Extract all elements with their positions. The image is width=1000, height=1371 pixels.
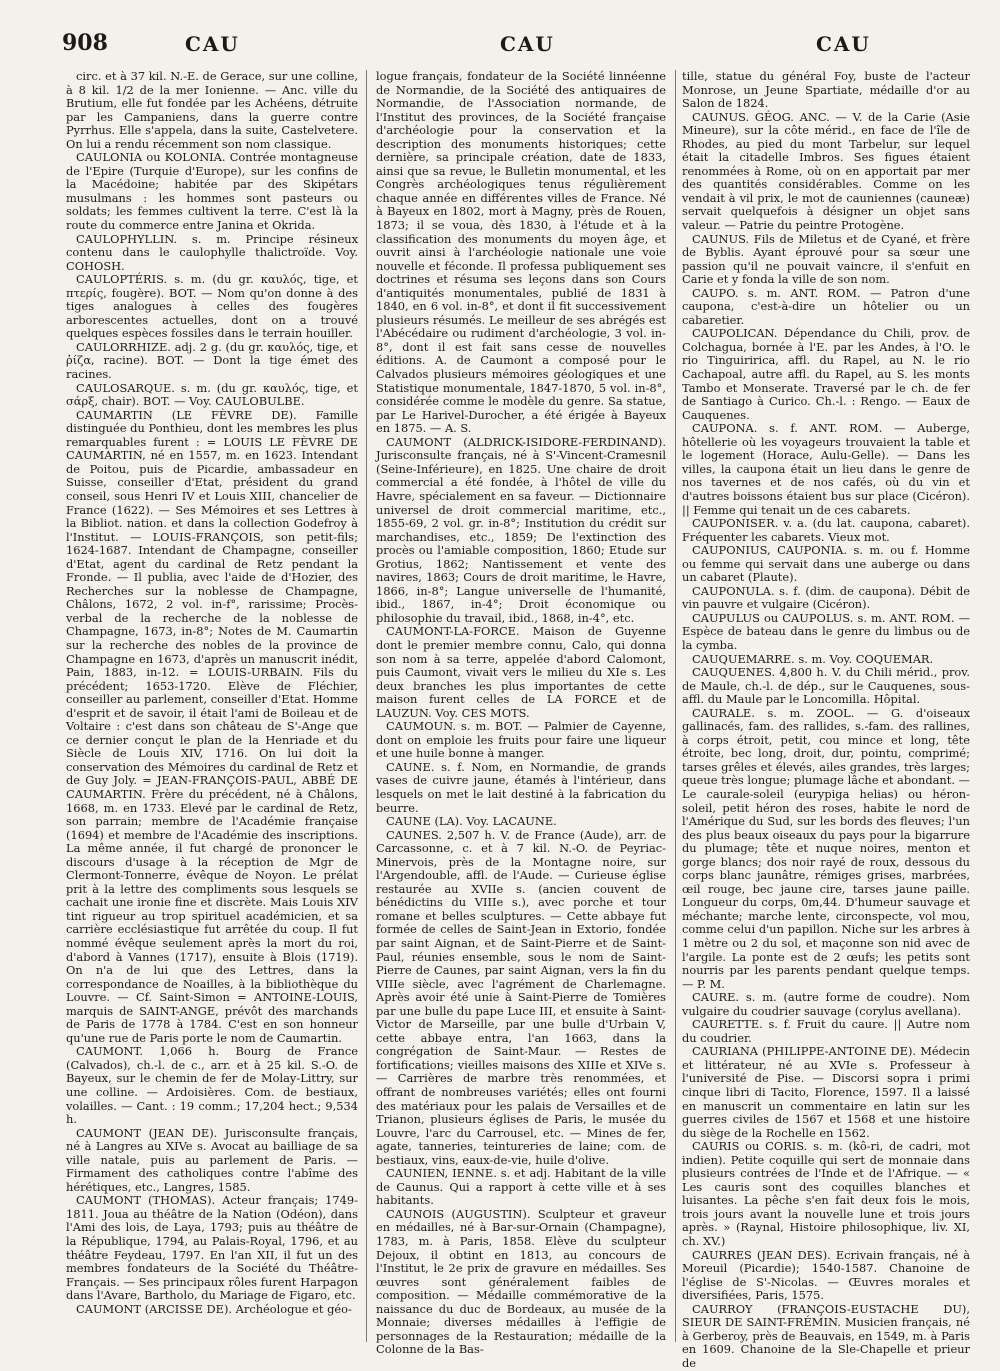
dictionary-entry: CAUNIEN, IENNE. s. et adj. Habitant de la ville de Caunus. Qui a rapport à cette ville et à ses habitants. [376,1166,666,1208]
page-header [0,30,1000,64]
dictionary-entry: CAULORRHIZE. adj. 2 g. (du gr. καυλός, tige, et ῥίζα, racine). BOT. — Dont la tige émet des racines. [66,339,358,382]
running-head-right: CAU [816,32,871,56]
dictionary-entry: CAUMONT-LA-FORCE. Maison de Guyenne dont le premier membre connu, Calo, qui donna son nom à sa terre, appelée d'abord Calomont, puis Caumont, vivait vers le milieu du XIe s. Les deux branches les plus importantes de cette maison furent celles de LA FORCE et de LAUZUN. Voy. CES MOTS. [376,624,666,720]
dictionary-entry: CAUNE (LA). Voy. LACAUNE. [386,814,557,829]
dictionary-entry: CAUQUEMARRE. s. m. Voy. COQUEMAR. [692,651,934,666]
dictionary-entry: CAUPULUS ou CAUPOLUS. s. m. ANT. ROM. — Espèce de bateau dans le genre du limbus ou de la cymba. [682,610,970,652]
running-head-center: CAU [500,32,555,56]
column-right [676,69,978,1370]
dictionary-entry: CAUPONA. s. f. ANT. ROM. — Auberge, hôtellerie où les voyageurs trouvaient la table et le logement (Horace, Aulu-Gelle). — Dans les villes, la caupona était un lieu dans le genre de nos tavernes et de nos cafés, où du vin et d'autres boissons étaient bus sur place (Cicéron). || Femme qui tenait un de ces cabarets. [682,421,970,517]
text-columns [60,69,978,1370]
dictionary-entry: CAURALE. s. m. ZOOL. — G. d'oiseaux gallinacés, fam. des rallides, s.-fam. des rallines, à corps étroit, petit, cou mince et long, tête étroite, bec long, droit, dur, pointu, comprimé; tarses grêles et élevés, ailes grandes, très larges; queue très longue; plumage lâche et abondant. — Le caurale-soleil (eurypiga helias) ou héron-soleil, petit héron des roses, habite le nord de l'Amérique du Sud, sur les bords des fleuves; l'un des plus beaux oiseaux du pays pour la bigarrure du plumage; tête et nuque noires, menton et gorge blancs; dos noir rayé de roux, dessous du corps blanc jaunâtre, rémiges grises, marbrées, œil rouge, bec jaune cire, tarses jaune paille. Longueur du corps, 0m,44. D'humeur sauvage et méchante; marche lente, circonspecte, vol mou, comme celui d'un papillon. Niche sur les arbres à 1 mètre ou 2 du sol, et maçonne son nid avec de l'argile. La ponte est de 2 œufs; les petits sont nourris par les parents pendant quelque temps. — P. M. [682,705,970,991]
dictionary-entry: CAUNES. 2,507 h. V. de France (Aude), arr. de Carcassonne, c. et à 7 kil. N.-O. de Peyriac-Minervois, près de la Montagne noire, sur l'Argendouble, affl. de l'Aude. — Curieuse église restaurée au XVIIe s. (ancien couvent de bénédictins du VIIIe s.), avec porche et tour romane et belles sculptures. — Cette abbaye fut formée de celles de Saint-Jean in Extorio, fondée par saint Aignan, et de Saint-Pierre et de Saint-Paul, réunies ensemble, sous le nom de Saint-Pierre de Caunes, par saint Aignan, vers la fin du VIIIe siècle, avec l'agrément de Charlemagne. Après avoir été unie à Saint-Pierre de Tomières par une bulle du pape Luce III, et ensuite à Saint-Victor de Marseille, par une bulle d'Urbain V, cette abbaye entra, l'an 1663, dans la congrégation de Saint-Maur. — Restes de fortifications; vieilles maisons des XIIIe et XIVe s. — Carrières de marbre très renommées, et offrant de nombreuses variétés; elles ont fourni des matériaux pour les palais de Versailles et de Trianon, plusieurs églises de Paris, le musée du Louvre, l'arc du Carrousel, etc. — Mines de fer, agate, tanneries, teintureries de laine; com. de bestiaux, vins, eaux-de-vie, huile d'olive. [376,827,666,1167]
dictionary-entry: CAURE. s. m. (autre forme de coudre). Nom vulgaire du coudrier sauvage (corylus avellana). [682,990,970,1018]
dictionary-entry: CAUPOLICAN. Dépendance du Chili, prov. de Colchagua, bornée à l'E. par les Andes, à l'O. le rio Tinguiririca, affl. du Rapel, au N. le rio Cachapoal, autre affl. du Rapel, au S. les monts Tambo et Monserate. Traversé par le ch. de fer de Santiago à Curico. Ch.-l. : Rengo. — Eaux de Cauquenes. [682,326,970,422]
dictionary-entry: CAURROY (FRANÇOIS-EUSTACHE DU), SIEUR DE SAINT-FRÉMIN. Musicien français, né à Gerberoy, près de Beauvais, en 1549, m. à Paris en 1609. Chanoine de la Sle-Chapelle et prieur de [682,1301,970,1370]
dictionary-entry: CAUMARTIN (LE FÈVRE DE). Famille distinguée du Ponthieu, dont les membres les plus remarquables furent : = LOUIS LE FÈVRE DE CAUMARTIN, né en 1557, m. en 1623. Intendant de Poitou, puis de Picardie, ambassadeur en Suisse, conseiller d'Etat, président du grand conseil, sous Henri IV et Louis XIII, chancelier de France (1622). — Ses Mémoires et ses Lettres à la Bibliot. nation. et dans la collection Godefroy à l'Institut. — LOUIS-FRANÇOIS, son petit-fils; 1624-1687. Intendant de Champagne, conseiller d'Etat, agent du cardinal de Retz pendant la Fronde. — Il publia, avec l'aide de d'Hozier, des Recherches sur la noblesse de Champagne, Châlons, 1672, 2 vol. in-f°, rarissime; Procès-verbal de la recherche de la noblesse de Champagne, 1673, in-8°; Notes de M. Caumartin sur la recherche des nobles de la province de Champagne en 1673, d'après un manuscrit inédit, Pain, 1883, in-12. = LOUIS-URBAIN. Fils du précédent; 1653-1720. Elève de Fléchier, conseiller au parlement, conseiller d'Etat. Homme d'esprit et de savoir, il était l'ami de Boileau et de Voltaire : c'est dans son château de S'-Ange que ce dernier conçut le plan de la Henriade et du Siècle de Louis XIV, 1716. On lui doit la conservation des Mémoires du cardinal de Retz et de Guy Joly. = JEAN-FRANÇOIS-PAUL, ABBÉ DE CAUMARTIN. Frère du précédent, né à Châlons, 1668, m. en 1733. Elevé par le cardinal de Retz, son parrain; membre de l'Académie française (1694) et membre de l'Académie des inscriptions. La même année, il fut chargé de prononcer le discours d'usage à la réception de Mgr de Clermont-Tonnerre, évêque de Noyon. Le prélat prit à la lettre des compliments sous lesquels se cachait une ironie fine et discrète. Mais Louis XIV tint rigueur au trop spirituel académicien, et sa carrière ecclésiastique fut arrêtée du coup. Il fut nommé évêque seulement après la mort du roi, d'abord à Vannes (1717), ensuite à Blois (1719). On n'a de lui que des Lettres, dans la correspondance de Noailles, à la bibliothèque du Louvre. — Cf. Saint-Simon = ANTOINE-LOUIS, marquis de SAINT-ANGE, prévôt des marchands de Paris de 1778 à 1784. C'est en son honneur qu'une rue de Paris porte le nom de Caumartin. [66,407,358,1045]
dictionary-entry: CAUMONT (ALDRICK-ISIDORE-FERDINAND). Jurisconsulte français, né à S'-Vincent-Cramesnil (Seine-Inférieure), en 1825. Une chaire de droit commercial a été fondée, à l'hôtel de ville du Havre, spécialement en sa faveur. — Dictionnaire universel de droit commercial maritime, etc., 1855-69, 2 vol. gr. in-8°; Institution du crédit sur marchandises, etc., 1859; De l'extinction des procès ou l'amiable composition, 1860; Etude sur Grotius, 1862; Nantissement et vente des navires, 1863; Cours de droit maritime, le Havre, 1866, in-8°; Langue universelle de l'humanité, ibid., 1867, in-4°; Droit économique ou philosophie du travail, ibid., 1868, in-4°, etc. [376,434,666,625]
dictionary-entry: CAUNOIS (AUGUSTIN). Sculpteur et graveur en médailles, né à Bar-sur-Ornain (Champagne), 1783, m. à Paris, 1858. Elève du sculpteur Dejoux, il obtint en 1813, au concours de l'Institut, le 2e prix de gravure en médailles. Ses œuvres sont généralement faibles de composition. — Médaille commémorative de la naissance du duc de Bordeaux, au musée de la Monnaie; diverses médailles à l'effigie de personnages de la Restauration; médaille de la Colonne de la Bas- [376,1206,666,1357]
running-head-left: CAU [185,32,240,56]
dictionary-entry: circ. et à 37 kil. N.-E. de Gerace, sur une colline, à 8 kil. 1/2 de la mer Ionienne. — Anc. ville du Brutium, elle fut fondée par les Achéens, détruite par les Campaniens, dans la guerre contre Pyrrhus. Elle s'appela, dans la suite, Castelvetere. On lui a rendu récemment son nom classique. [66,69,358,151]
dictionary-entry: CAURETTE. s. f. Fruit du caure. || Autre nom du coudrier. [682,1017,970,1045]
dictionary-entry: CAUMONT. 1,066 h. Bourg de France (Calvados), ch.-l. de c., arr. et à 25 kil. S.-O. de Bayeux, sur le chemin de fer de Molay-Littry, sur une colline. — Ardoisières. Com. de bestiaux, volailles. — Cant. : 19 comm.; 17,204 hect.; 9,534 h. [66,1044,358,1127]
dictionary-entry: CAUNUS. Fils de Miletus et de Cyané, et frère de Byblis. Ayant éprouvé pour sa sœur une passion qu'il ne pouvait vaincre, il s'enfuit en Carie et y fonda la ville de son nom. [682,231,970,287]
dictionary-entry: CAUMONT (THOMAS). Acteur français; 1749-1811. Joua au théâtre de la Nation (Odéon), dans l'Ami des lois, de Laya, 1793; puis au théâtre de la République, 1794, au Palais-Royal, 1796, et au théâtre Feydeau, 1797. En l'an XII, il fut un des membres fondateurs de la Société du Théâtre-Français. — Ses principaux rôles furent Harpagon dans l'Avare, Bartholo, du Mariage de Figaro, etc. [66,1193,358,1303]
dictionary-entry: CAULOPTÉRIS. s. m. (du gr. καυλός, tige, et πτερίς, fougère). BOT. — Nom qu'on donne à des tiges analogues à celles des fougères arborescentes actuelles, dont on a trouvé quelques espèces fossiles dans le terrain houiller. [66,272,358,341]
dictionary-entry: CAUQUENES. 4,800 h. V. du Chili mérid., prov. de Maule, ch.-l. de dép., sur le Cauquenes, sous-affl. du Maule par le Loncomilla. Hôpital. [682,665,970,707]
dictionary-entry: CAUMONT (JEAN DE). Jurisconsulte français, né à Langres au XIVe s. Avocat au bailliage de sa ville natale, puis au parlement de Paris. — Firmament des catholiques contre l'abîme des hérétiques, etc., Langres, 1585. [66,1125,358,1194]
dictionary-entry: CAUNUS. GÉOG. ANC. — V. de la Carie (Asie Mineure), sur la côte mérid., en face de l'île de Rhodes, au pied du mont Tarbelur, sur lequel était la citadelle Imbros. Ses figues étaient renommées à Rome, où on en apportait par mer des quantités considérables. Comme on les vendait à vil prix, le mot de cauniennes (cauneæ) servait quelquefois à désigner un objet sans valeur. — Patrie du peintre Protogène. [682,109,970,233]
dictionary-entry: tille, statue du général Foy, buste de l'acteur Monrose, un Jeune Spartiate, médaille d'or au Salon de 1824. [682,69,970,111]
dictionary-entry: CAUMOUN. s. m. BOT. — Palmier de Cayenne, dont on emploie les fruits pour faire une liqueur et une huile bonne à manger. [376,719,666,761]
dictionary-entry: CAUNE. s. f. Nom, en Normandie, de grands vases de cuivre jaune, étamés à l'intérieur, dans lesquels on met le lait destiné à la fabrication du beurre. [376,759,666,815]
dictionary-entry: CAURRES (JEAN DES). Ecrivain français, né à Moreuil (Picardie); 1540-1587. Chanoine de l'église de S'-Nicolas. — Œuvres morales et diversifiées, Paris, 1575. [682,1247,970,1303]
dictionary-entry: CAULONIA ou KOLONIA. Contrée montagneuse de l'Epire (Turquie d'Europe), sur les confins de la Macédoine; habitée par des Skipétars musulmans : les hommes sont pasteurs ou soldats; les femmes cultivent la terre. C'est là la route du commerce entre Janina et Okrida. [66,150,358,233]
dictionary-entry: CAULOPHYLLIN. s. m. Principe résineux contenu dans le caulophylle thalictroïde. Voy. COHOSH. [66,231,358,273]
dictionary-entry: CAULOSARQUE. s. m. (du gr. καυλός, tige, et σάρξ, chair). BOT. — Voy. CAULOBULBE. [66,380,358,409]
dictionary-entry: CAUPONISER. v. a. (du lat. caupona, cabaret). Fréquenter les cabarets. Vieux mot. [682,516,970,544]
dictionary-entry: CAUPONIUS, CAUPONIA. s. m. ou f. Homme ou femme qui servait dans une auberge ou dans un cabaret (Plaute). [682,543,970,585]
dictionary-entry: CAUPONULA. s. f. (dim. de caupona). Débit de vin pauvre et vulgaire (Cicéron). [682,583,970,612]
dictionary-entry: CAURIANA (PHILIPPE-ANTOINE DE). Médecin et littérateur, né au XVIe s. Professeur à l'université de Pise. — Discorsi sopra i primi cinque libri di Tacito, Florence, 1597. Il a laissé en manuscrit un commentaire en latin sur les guerres civiles de 1567 et 1568 et une histoire du siège de la Rochelle en 1562. [682,1044,970,1140]
column-middle [366,69,676,1357]
column-left [60,70,366,1342]
dictionary-entry: logue français, fondateur de la Société linnéenne de Normandie, de la Société des antiquaires de Normandie, de l'Association normande, de l'Institut des provinces, de la Société française d'archéologie pour la conservation et la description des monuments historiques; cette dernière, sa principale création, date de 1833, ainsi que sa revue, le Bulletin monumental, et les Congrès archéologiques tenus régulièrement chaque année en différentes villes de France. Né à Bayeux en 1802, mort à Magny, près de Rouen, 1873; il se voua, dès 1830, à l'étude et à la classification des monuments du moyen âge, et ouvrit ainsi à l'archéologie nationale une voie nouvelle et féconde. Il professa publiquement ses doctrines et résuma ses leçons dans son Cours d'antiquités monumentales, publié de 1831 à 1840, en 6 vol. in-8°, et dont il fit successivement plusieurs résumés. Le meilleur de ses abrégés est l'Abécédaire ou rudiment d'archéologie, 3 vol. in-8°, dont il est fait sans cesse de nouvelles éditions. A. de Caumont a composé pour le Calvados plusieurs mémoires géologiques et une Statistique monumentale, 1847-1870, 5 vol. in-8°, considérée comme le modèle du genre. Sa statue, par Le Harivel-Durocher, a été érigée à Bayeux en 1875. — A. S. [376,69,666,436]
dictionary-entry: CAUMONT (ARCISSE DE). Archéologue et géo- [76,1301,352,1316]
dictionary-entry: CAURIS ou CORIS. s. m. (kô-ri, de cadri, mot indien). Petite coquille qui sert de monnaie dans plusieurs contrées de l'Inde et de l'Afrique. — « Les cauris sont des coquilles blanches et luisantes. La pêche s'en fait deux fois le mois, trois jours avant la nouvelle lune et trois jours après. » (Raynal, Histoire philosophique, liv. XI, ch. XV.) [682,1139,970,1249]
dictionary-entry: CAUPO. s. m. ANT. ROM. — Patron d'une caupona, c'est-à-dire un hôtelier ou un cabaretier. [682,285,970,327]
page-number: 908 [62,30,108,56]
